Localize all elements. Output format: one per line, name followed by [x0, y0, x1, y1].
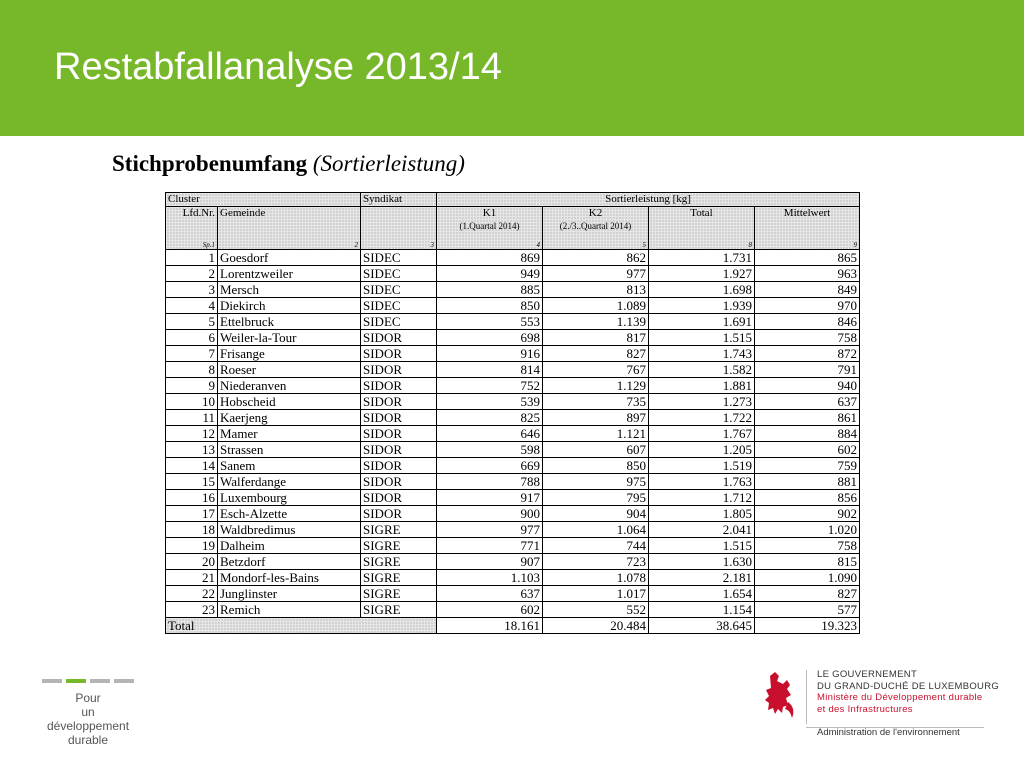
- header-lfdnr-label: Lfd.Nr.: [182, 207, 215, 219]
- cell-k1: 977: [437, 522, 543, 538]
- table-row: [166, 330, 860, 346]
- cell-nr: 8: [166, 362, 218, 378]
- header-k1: [437, 207, 543, 250]
- cell-k2: 795: [543, 490, 649, 506]
- cell-k1: 1.103: [437, 570, 543, 586]
- cell-mittelwert: 637: [755, 394, 860, 410]
- cell-k1: 814: [437, 362, 543, 378]
- cell-k2: 744: [543, 538, 649, 554]
- cell-gemeinde: Lorentzweiler: [218, 266, 361, 282]
- cell-k2: 1.089: [543, 298, 649, 314]
- header-k2: [543, 207, 649, 250]
- cell-syndikat: SIDEC: [361, 314, 437, 330]
- header-gemeinde-label: Gemeinde: [220, 207, 266, 219]
- cell-k2: 723: [543, 554, 649, 570]
- cell-total: 1.881: [649, 378, 755, 394]
- cell-k1: 949: [437, 266, 543, 282]
- header-total: [649, 207, 755, 250]
- subtitle-bold: Stichprobenumfang: [112, 151, 308, 176]
- cell-gemeinde: Hobscheid: [218, 394, 361, 410]
- footer-dash: [42, 679, 62, 683]
- cell-k1: 907: [437, 554, 543, 570]
- cell-nr: 1: [166, 250, 218, 266]
- table-row: [166, 394, 860, 410]
- cell-gemeinde: Diekirch: [218, 298, 361, 314]
- cell-mittelwert: 602: [755, 442, 860, 458]
- cell-syndikat: SIDEC: [361, 282, 437, 298]
- col-number: 3: [430, 241, 434, 249]
- cell-total: 2.181: [649, 570, 755, 586]
- table-row: [166, 490, 860, 506]
- cell-k1: 637: [437, 586, 543, 602]
- cell-syndikat: SIGRE: [361, 554, 437, 570]
- cell-nr: 12: [166, 426, 218, 442]
- cell-nr: 6: [166, 330, 218, 346]
- table-row: [166, 458, 860, 474]
- cell-syndikat: SIDOR: [361, 458, 437, 474]
- cell-nr: 15: [166, 474, 218, 490]
- cell-total: 2.041: [649, 522, 755, 538]
- cell-syndikat: SIDOR: [361, 426, 437, 442]
- cell-k2: 1.139: [543, 314, 649, 330]
- cell-k2: 897: [543, 410, 649, 426]
- cell-k1: 771: [437, 538, 543, 554]
- cell-syndikat: SIGRE: [361, 602, 437, 618]
- cell-total: 1.927: [649, 266, 755, 282]
- cell-k1: 598: [437, 442, 543, 458]
- cell-total: 1.743: [649, 346, 755, 362]
- col-number: 9: [853, 241, 858, 249]
- cell-nr: 7: [166, 346, 218, 362]
- table-row: [166, 522, 860, 538]
- cell-nr: 17: [166, 506, 218, 522]
- total-mittelwert: 19.323: [755, 618, 860, 634]
- ministry-line: Ministère du Développement durable: [817, 692, 983, 703]
- ministry-name: [817, 692, 999, 715]
- col-number: 4: [536, 241, 540, 249]
- table-row: [166, 426, 860, 442]
- cell-gemeinde: Mersch: [218, 282, 361, 298]
- cell-total: 1.515: [649, 538, 755, 554]
- table-row: [166, 378, 860, 394]
- cell-k1: 602: [437, 602, 543, 618]
- cell-k2: 1.129: [543, 378, 649, 394]
- slide-subtitle: [112, 151, 465, 177]
- col-number: 2: [354, 241, 358, 249]
- table-row: [166, 298, 860, 314]
- cell-gemeinde: Junglinster: [218, 586, 361, 602]
- cell-nr: 18: [166, 522, 218, 538]
- cell-syndikat: SIDOR: [361, 506, 437, 522]
- cell-gemeinde: Remich: [218, 602, 361, 618]
- cell-mittelwert: 970: [755, 298, 860, 314]
- cell-nr: 19: [166, 538, 218, 554]
- footer-dash: [90, 679, 110, 683]
- cell-syndikat: SIDEC: [361, 250, 437, 266]
- cell-total: 1.273: [649, 394, 755, 410]
- cell-nr: 3: [166, 282, 218, 298]
- table-row: [166, 586, 860, 602]
- cell-syndikat: SIGRE: [361, 522, 437, 538]
- total-total: 38.645: [649, 618, 755, 634]
- cell-k2: 817: [543, 330, 649, 346]
- cell-mittelwert: 815: [755, 554, 860, 570]
- table-row: [166, 250, 860, 266]
- cell-k2: 975: [543, 474, 649, 490]
- header-k1-label: K1: [482, 207, 497, 219]
- cell-nr: 22: [166, 586, 218, 602]
- cell-syndikat: SIGRE: [361, 586, 437, 602]
- cell-syndikat: SIDOR: [361, 442, 437, 458]
- table-row: [166, 362, 860, 378]
- red-lion-icon: [760, 668, 800, 722]
- cell-mittelwert: 902: [755, 506, 860, 522]
- cell-nr: 4: [166, 298, 218, 314]
- cell-nr: 13: [166, 442, 218, 458]
- tagline-line: Pour: [75, 691, 101, 705]
- header-cluster: Cluster: [166, 193, 361, 207]
- cell-syndikat: SIDOR: [361, 330, 437, 346]
- table-row: [166, 538, 860, 554]
- cell-mittelwert: 1.020: [755, 522, 860, 538]
- cell-mittelwert: 861: [755, 410, 860, 426]
- cell-gemeinde: Strassen: [218, 442, 361, 458]
- cell-total: 1.154: [649, 602, 755, 618]
- cell-total: 1.722: [649, 410, 755, 426]
- footer-dash-green: [66, 679, 86, 683]
- table-row: [166, 602, 860, 618]
- table-row: [166, 282, 860, 298]
- cell-gemeinde: Niederanven: [218, 378, 361, 394]
- cell-k2: 767: [543, 362, 649, 378]
- cell-total: 1.712: [649, 490, 755, 506]
- total-row: [166, 618, 860, 634]
- table-row: [166, 474, 860, 490]
- gov-line: LE GOUVERNEMENT: [817, 669, 918, 680]
- table-row: [166, 266, 860, 282]
- cell-mittelwert: 849: [755, 282, 860, 298]
- header-k1-sub: (1.Quartal 2014): [459, 221, 520, 231]
- cell-nr: 11: [166, 410, 218, 426]
- cell-gemeinde: Ettelbruck: [218, 314, 361, 330]
- cell-nr: 16: [166, 490, 218, 506]
- cell-mittelwert: 856: [755, 490, 860, 506]
- cell-gemeinde: Kaerjeng: [218, 410, 361, 426]
- footer-dash: [114, 679, 134, 683]
- table-row: [166, 506, 860, 522]
- cell-k2: 977: [543, 266, 649, 282]
- cell-total: 1.519: [649, 458, 755, 474]
- cell-k2: 1.017: [543, 586, 649, 602]
- header-k2-sub: (2./3..Quartal 2014): [559, 221, 632, 231]
- cell-mittelwert: 884: [755, 426, 860, 442]
- cell-gemeinde: Frisange: [218, 346, 361, 362]
- cell-total: 1.515: [649, 330, 755, 346]
- ministry-line: et des Infrastructures: [817, 703, 913, 715]
- cell-gemeinde: Roeser: [218, 362, 361, 378]
- table-row: [166, 410, 860, 426]
- cell-gemeinde: Sanem: [218, 458, 361, 474]
- cell-nr: 20: [166, 554, 218, 570]
- subtitle-italic: (Sortierleistung): [312, 151, 465, 176]
- cell-mittelwert: 758: [755, 330, 860, 346]
- cell-syndikat: SIGRE: [361, 538, 437, 554]
- gov-line: DU GRAND-DUCHÉ DE LUXEMBOURG: [817, 680, 1000, 692]
- cell-gemeinde: Waldbredimus: [218, 522, 361, 538]
- header-lfdnr: [166, 207, 218, 250]
- cell-k1: 850: [437, 298, 543, 314]
- header-sortierleistung: Sortierleistung [kg]: [437, 193, 860, 207]
- footer-tagline: [40, 691, 136, 747]
- header-row-1: [166, 193, 860, 207]
- cell-mittelwert: 940: [755, 378, 860, 394]
- cell-gemeinde: Dalheim: [218, 538, 361, 554]
- cell-k1: 646: [437, 426, 543, 442]
- cell-k1: 917: [437, 490, 543, 506]
- cell-nr: 9: [166, 378, 218, 394]
- cell-nr: 2: [166, 266, 218, 282]
- cell-k1: 669: [437, 458, 543, 474]
- col-number: 5: [642, 241, 646, 249]
- cell-k1: 698: [437, 330, 543, 346]
- cell-k1: 788: [437, 474, 543, 490]
- cell-mittelwert: 577: [755, 602, 860, 618]
- cell-gemeinde: Betzdorf: [218, 554, 361, 570]
- cell-k1: 553: [437, 314, 543, 330]
- header-syndikat: Syndikat: [361, 193, 437, 207]
- cell-k1: 916: [437, 346, 543, 362]
- cell-mittelwert: 872: [755, 346, 860, 362]
- cell-mittelwert: 1.090: [755, 570, 860, 586]
- cell-total: 1.763: [649, 474, 755, 490]
- total-label: Total: [166, 618, 437, 634]
- table-row: [166, 314, 860, 330]
- cell-gemeinde: Walferdange: [218, 474, 361, 490]
- cell-gemeinde: Mamer: [218, 426, 361, 442]
- cell-k1: 539: [437, 394, 543, 410]
- table-row: [166, 570, 860, 586]
- cell-k2: 827: [543, 346, 649, 362]
- header-total-label: Total: [690, 207, 713, 219]
- cell-k2: 1.078: [543, 570, 649, 586]
- cell-nr: 5: [166, 314, 218, 330]
- slide-title: Restabfallanalyse 2013/14: [54, 46, 502, 88]
- cell-k1: 885: [437, 282, 543, 298]
- cell-k2: 1.064: [543, 522, 649, 538]
- header-gemeinde: [218, 207, 361, 250]
- cell-total: 1.630: [649, 554, 755, 570]
- cell-syndikat: SIDEC: [361, 298, 437, 314]
- header-syndikat-sub: [361, 207, 437, 250]
- cell-k2: 552: [543, 602, 649, 618]
- cell-syndikat: SIDOR: [361, 490, 437, 506]
- cell-k2: 813: [543, 282, 649, 298]
- cell-syndikat: SIGRE: [361, 570, 437, 586]
- cell-mittelwert: 963: [755, 266, 860, 282]
- table-row: [166, 346, 860, 362]
- cell-total: 1.698: [649, 282, 755, 298]
- cell-total: 1.939: [649, 298, 755, 314]
- cell-k2: 607: [543, 442, 649, 458]
- col-number: Sp.1: [202, 241, 215, 249]
- cell-mittelwert: 846: [755, 314, 860, 330]
- cell-mittelwert: 791: [755, 362, 860, 378]
- cell-k1: 825: [437, 410, 543, 426]
- table-row: [166, 554, 860, 570]
- gov-divider: [806, 670, 807, 724]
- cell-total: 1.731: [649, 250, 755, 266]
- cell-nr: 14: [166, 458, 218, 474]
- tagline-line: durable: [67, 733, 109, 747]
- cell-nr: 10: [166, 394, 218, 410]
- cell-syndikat: SIDOR: [361, 378, 437, 394]
- col-number: 8: [748, 241, 752, 249]
- cell-gemeinde: Luxembourg: [218, 490, 361, 506]
- cell-syndikat: SIDOR: [361, 410, 437, 426]
- cell-nr: 21: [166, 570, 218, 586]
- administration-name: Administration de l'environnement: [817, 727, 960, 738]
- cell-mittelwert: 881: [755, 474, 860, 490]
- cell-gemeinde: Mondorf-les-Bains: [218, 570, 361, 586]
- cell-syndikat: SIDOR: [361, 394, 437, 410]
- cell-total: 1.767: [649, 426, 755, 442]
- cell-syndikat: SIDOR: [361, 474, 437, 490]
- cell-syndikat: SIDOR: [361, 346, 437, 362]
- cell-mittelwert: 758: [755, 538, 860, 554]
- cell-k2: 1.121: [543, 426, 649, 442]
- cell-total: 1.205: [649, 442, 755, 458]
- cell-total: 1.582: [649, 362, 755, 378]
- header-mittelwert-label: Mittelwert: [783, 207, 831, 219]
- cell-k2: 735: [543, 394, 649, 410]
- cell-k1: 752: [437, 378, 543, 394]
- cell-total: 1.805: [649, 506, 755, 522]
- table-row: [166, 442, 860, 458]
- cell-k1: 900: [437, 506, 543, 522]
- cell-syndikat: SIDEC: [361, 266, 437, 282]
- cell-total: 1.691: [649, 314, 755, 330]
- data-table: [165, 192, 860, 634]
- header-row-2: [166, 207, 860, 250]
- cell-mittelwert: 827: [755, 586, 860, 602]
- total-k2: 20.484: [543, 618, 649, 634]
- cell-gemeinde: Goesdorf: [218, 250, 361, 266]
- total-k1: 18.161: [437, 618, 543, 634]
- cell-k2: 904: [543, 506, 649, 522]
- cell-syndikat: SIDOR: [361, 362, 437, 378]
- cell-nr: 23: [166, 602, 218, 618]
- cell-k2: 850: [543, 458, 649, 474]
- cell-k2: 862: [543, 250, 649, 266]
- government-logo-text: [817, 669, 999, 715]
- cell-total: 1.654: [649, 586, 755, 602]
- cell-gemeinde: Esch-Alzette: [218, 506, 361, 522]
- cell-mittelwert: 865: [755, 250, 860, 266]
- cell-mittelwert: 759: [755, 458, 860, 474]
- header-mittelwert: [755, 207, 860, 250]
- header-k2-label: K2: [588, 207, 603, 219]
- cell-gemeinde: Weiler-la-Tour: [218, 330, 361, 346]
- cell-k1: 869: [437, 250, 543, 266]
- tagline-line: un développement: [46, 705, 130, 733]
